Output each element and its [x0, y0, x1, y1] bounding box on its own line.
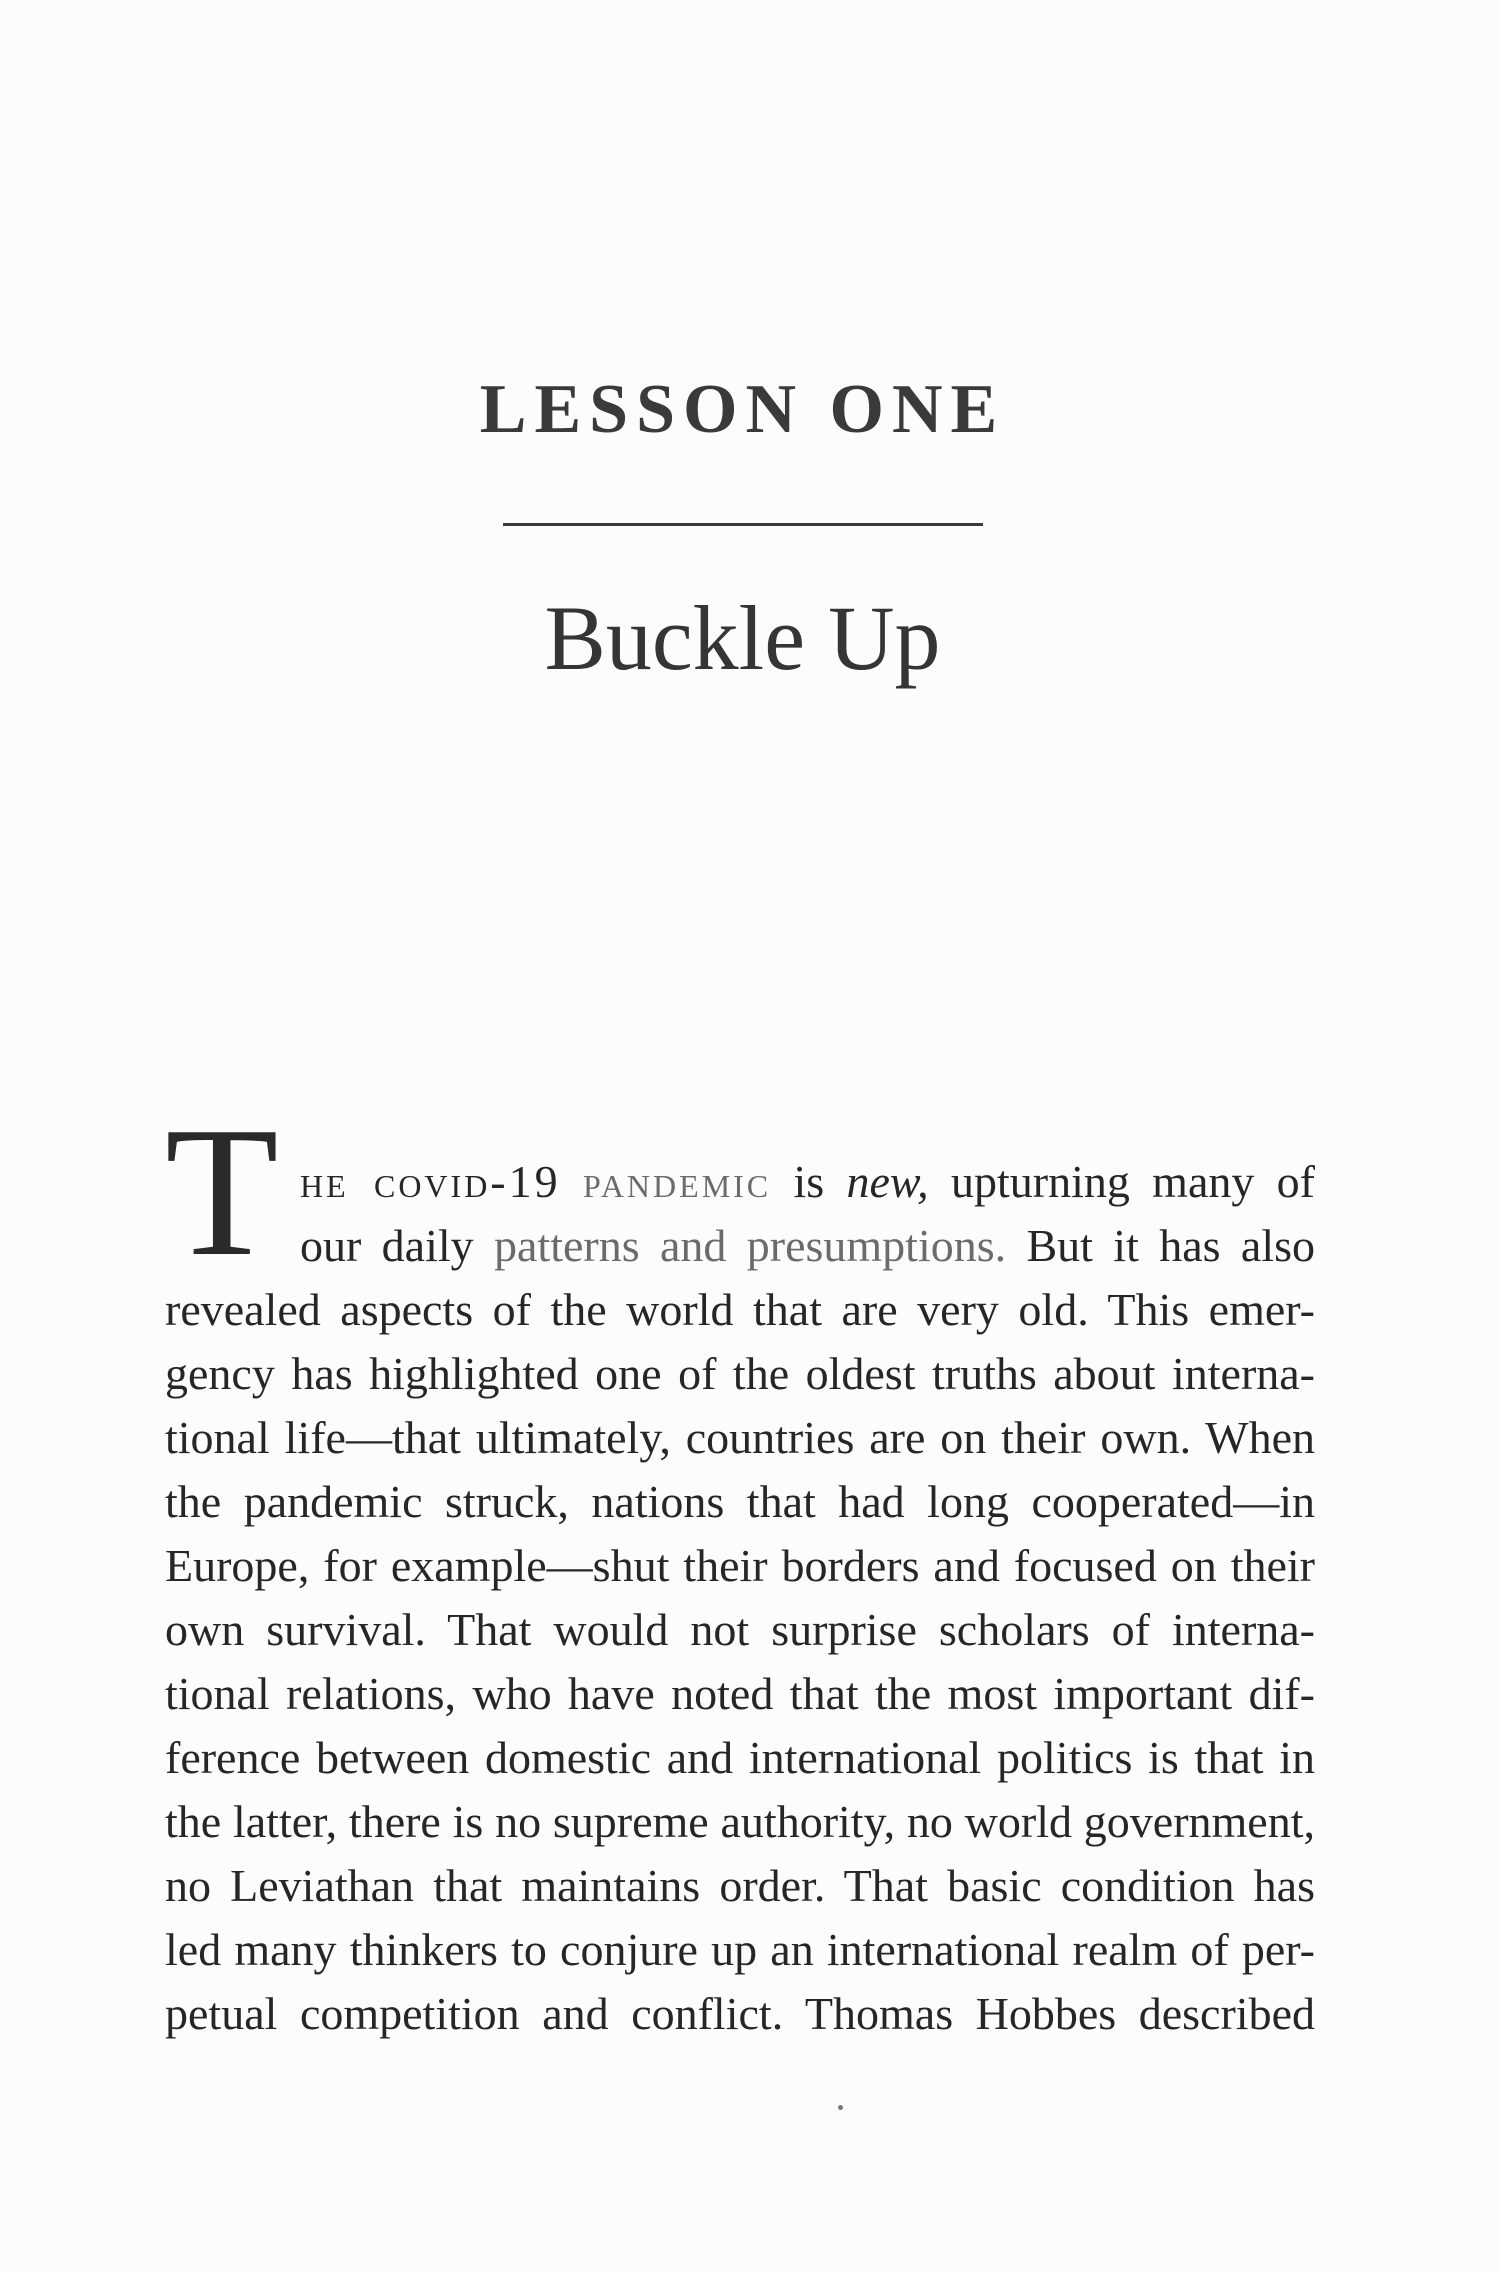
paragraph-line: revealed aspects of the world that are very old. This emer- — [165, 1284, 1315, 1335]
paragraph-line: tional relations, who have noted that the most important dif- — [165, 1668, 1315, 1719]
lead-smallcaps-faded: pandemic — [582, 1156, 772, 1207]
line2-text-b: But it has also — [1006, 1220, 1315, 1271]
scan-speck — [838, 2105, 843, 2110]
line2-faded-text: patterns and presumptions. — [494, 1220, 1007, 1271]
lead-smallcaps: he covid-19 — [300, 1156, 561, 1207]
paragraph-line: no Leviathan that maintains order. That basic condition has — [165, 1860, 1315, 1911]
title-divider — [503, 523, 983, 526]
emphasis-new: new, — [846, 1156, 929, 1207]
paragraph-line: Europe, for example—shut their borders and focused on their — [165, 1540, 1315, 1591]
paragraph-line-1 — [300, 1150, 1315, 1214]
paragraph-line: the pandemic struck, nations that had long cooperated—in — [165, 1476, 1315, 1527]
lesson-label: LESSON ONE — [479, 371, 1006, 448]
paragraph-line: gency has highlighted one of the oldest truths about interna- — [165, 1348, 1315, 1399]
paragraph-line: own survival. That would not surprise scholars of interna- — [165, 1604, 1315, 1655]
paragraph-line: the latter, there is no supreme authority, no world government, — [165, 1796, 1315, 1847]
line1-text-b: upturning many of — [928, 1156, 1316, 1207]
paragraph-line: led many thinkers to conjure up an international realm of per- — [165, 1924, 1315, 1975]
line2-text-a: our daily — [300, 1220, 495, 1271]
body-paragraph — [165, 1150, 1315, 2046]
paragraph-line: ference between domestic and international politics is that in — [165, 1732, 1315, 1783]
chapter-title: Buckle Up — [544, 587, 941, 689]
paragraph-line-2 — [300, 1214, 1315, 1278]
drop-cap: T — [165, 1089, 279, 1295]
line1-text-a: is — [771, 1156, 847, 1207]
paragraph-line: petual competition and conflict. Thomas Hobbes described — [165, 1988, 1315, 2039]
paragraph-line: tional life—that ultimately, countries are on their own. When — [165, 1412, 1315, 1463]
